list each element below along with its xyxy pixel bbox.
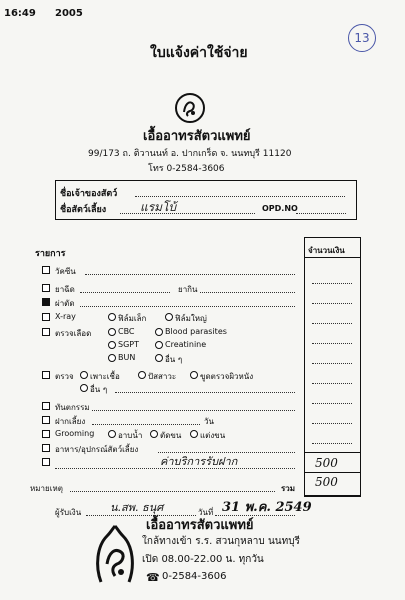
footer-hours: เปิด 08.00-22.00 น. ทุกวัน — [142, 554, 264, 565]
date-value: 31 พ.ค. 2549 — [222, 500, 312, 515]
receiver-signature: น.สพ. ธนุศ — [110, 501, 164, 514]
opd-label: OPD.NO — [262, 204, 298, 213]
bath-radio[interactable] — [108, 430, 116, 438]
skin-scrape-radio[interactable] — [190, 371, 198, 379]
remark-line — [70, 491, 275, 492]
other-blood-radio[interactable] — [155, 354, 163, 362]
dental-checkbox[interactable] — [42, 402, 50, 410]
receiver-label: ผู้รับเงิน — [55, 508, 82, 517]
culture-label: เพาะเชื้อ — [90, 372, 120, 381]
clip-label: ตัดขน — [160, 431, 182, 440]
page-mark — [348, 24, 376, 52]
clinic-logo-icon — [175, 93, 205, 123]
exam-label: ตรวจ — [55, 372, 74, 381]
amount-row — [312, 403, 352, 404]
boarding-line — [92, 424, 200, 425]
clinic-address: 99/173 ถ. ติวานนท์ อ. ปากเกร็ด จ. นนทบุรี 11120 — [88, 149, 292, 159]
other-exam-radio[interactable] — [80, 384, 88, 392]
medicine-line — [200, 292, 295, 293]
scan-time: 16:49 — [4, 8, 36, 19]
date-label: วันที่ — [198, 508, 214, 517]
exam-checkbox[interactable] — [42, 371, 50, 379]
owner-field — [135, 196, 345, 197]
extra-item-line — [55, 468, 295, 469]
amount-rule — [304, 452, 361, 453]
surgery-label: ผ่าตัด — [55, 299, 75, 308]
surgery-line — [80, 306, 295, 307]
film-small-label: ฟิล์มเล็ก — [118, 314, 147, 323]
blood-parasites-radio[interactable] — [155, 328, 163, 336]
handwritten-amount: 500 — [315, 456, 338, 470]
dental-label: ทันตกรรม — [55, 403, 90, 412]
amount-row — [312, 343, 352, 344]
film-small-radio[interactable] — [108, 313, 116, 321]
xray-checkbox[interactable] — [42, 313, 50, 321]
film-big-label: ฟิล์มใหญ่ — [175, 314, 207, 323]
skin-scrape-label: ขูดตรวจผิวหนัง — [200, 372, 254, 381]
blood-test-checkbox[interactable] — [42, 328, 50, 336]
remark-label: หมายเหตุ — [30, 484, 63, 493]
amount-row — [312, 423, 352, 424]
sgpt-label: SGPT — [118, 340, 139, 349]
bun-radio[interactable] — [108, 354, 116, 362]
days-label: วัน — [204, 417, 214, 426]
bun-label: BUN — [118, 353, 136, 362]
other-exam-label: อื่น ๆ — [90, 385, 108, 394]
blood-parasites-label: Blood parasites — [165, 327, 227, 336]
footer-phone: 0-2584-3606 — [162, 571, 227, 582]
boarding-label: ฝากเลี้ยง — [55, 417, 86, 426]
bath-label: อาบน้ำ — [118, 431, 143, 440]
surgery-checkbox[interactable] — [42, 298, 50, 306]
dental-line — [92, 410, 295, 411]
injection-label: ยาฉีด — [55, 285, 75, 294]
other-exam-line — [115, 392, 295, 393]
extra-item-checkbox[interactable] — [42, 458, 50, 466]
cbc-radio[interactable] — [108, 328, 116, 336]
food-label: อาหาร/อุปกรณ์สัตว์เลี้ยง — [55, 445, 139, 454]
footer-location: ใกล้ทางเข้า ร.ร. สวนกุหลาบ นนทบุรี — [142, 536, 300, 547]
clinic-name: เอื้ออาทรสัตวแพทย์ — [143, 129, 251, 144]
cbc-label: CBC — [118, 327, 135, 336]
amount-row — [312, 383, 352, 384]
amount-row — [312, 323, 352, 324]
urine-radio[interactable] — [138, 371, 146, 379]
creatinine-radio[interactable] — [155, 341, 163, 349]
blood-test-label: ตรวจเลือด — [55, 329, 92, 338]
other-groom-label: แต่งขน — [200, 431, 226, 440]
pet-label: ชื่อสัตว์เลี้ยง — [60, 205, 107, 215]
amount-header: จำนวนเงิน — [308, 246, 345, 255]
amount-row — [312, 303, 352, 304]
medicine-label: ยากิน — [178, 285, 198, 294]
opd-field — [296, 213, 346, 214]
other-blood-label: อื่น ๆ — [165, 355, 183, 364]
film-big-radio[interactable] — [165, 313, 173, 321]
footer-logo-icon — [93, 524, 137, 584]
urine-label: ปัสสาวะ — [148, 372, 177, 381]
vaccine-line — [85, 274, 295, 275]
amount-row — [312, 363, 352, 364]
clip-radio[interactable] — [150, 430, 158, 438]
scan-year: 2005 — [55, 8, 83, 19]
other-groom-radio[interactable] — [190, 430, 198, 438]
footer-clinic-name: เอื้ออาทรสัตวแพทย์ — [146, 518, 254, 533]
clinic-phone: โทร 0-2584-3606 — [148, 164, 225, 174]
total-amount: 500 — [315, 475, 338, 489]
grooming-checkbox[interactable] — [42, 430, 50, 438]
amount-row — [312, 443, 352, 444]
handwritten-item: ค่าบริการรับฝาก — [160, 455, 238, 468]
grooming-label: Grooming — [55, 429, 95, 438]
injection-line — [80, 292, 170, 293]
xray-label: X-ray — [55, 312, 76, 321]
sgpt-radio[interactable] — [108, 341, 116, 349]
food-checkbox[interactable] — [42, 444, 50, 452]
amount-header-rule — [304, 257, 361, 258]
form-title: ใบแจ้งค่าใช้จ่าย — [150, 45, 248, 61]
phone-icon: ☎ — [146, 571, 160, 584]
boarding-checkbox[interactable] — [42, 416, 50, 424]
injection-checkbox[interactable] — [42, 284, 50, 292]
vaccine-checkbox[interactable] — [42, 266, 50, 274]
items-header: รายการ — [35, 249, 66, 259]
total-label: รวม — [281, 484, 296, 493]
page-mark-number: 13 — [354, 31, 370, 45]
amount-row — [312, 283, 352, 284]
vaccine-label: วัคซีน — [55, 267, 76, 276]
creatinine-label: Creatinine — [165, 340, 207, 349]
owner-label: ชื่อเจ้าของสัตว์ — [60, 189, 118, 199]
culture-radio[interactable] — [80, 371, 88, 379]
pet-value: แรมโบ้ — [140, 200, 177, 214]
